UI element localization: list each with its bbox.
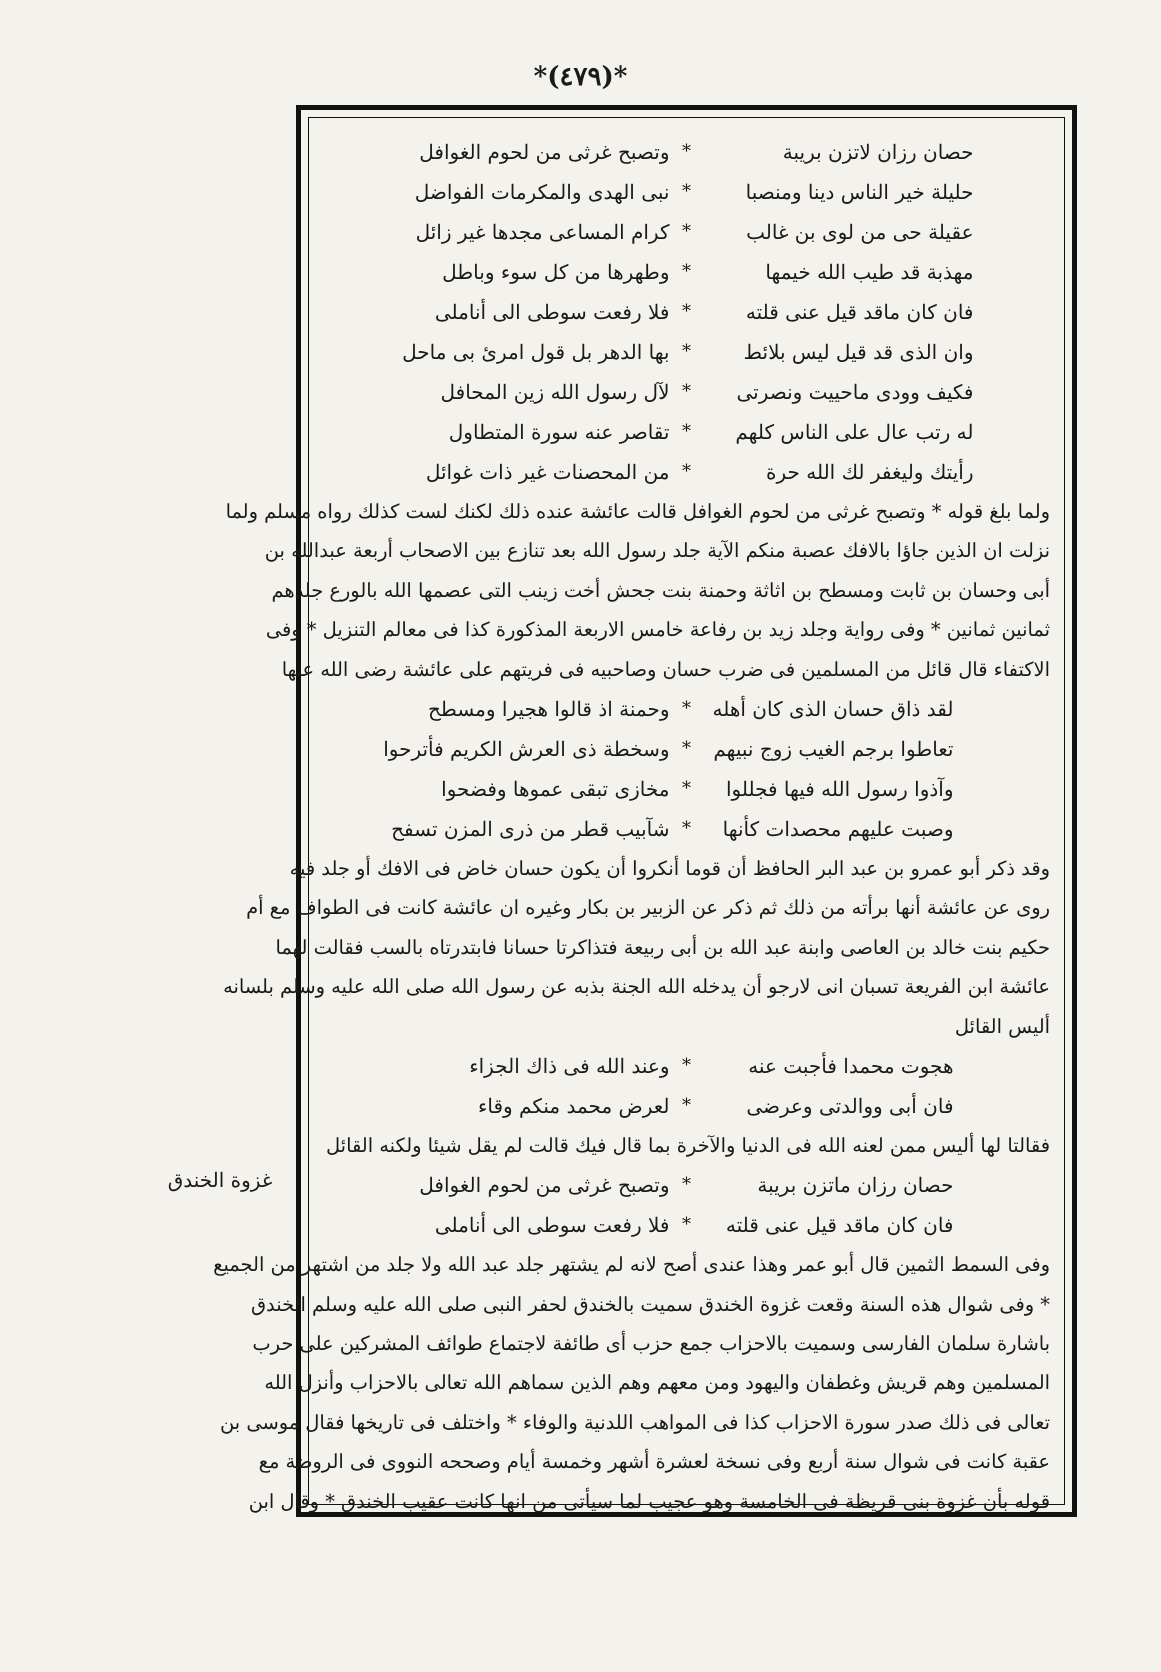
hemistich-first: حصان رزان ماتزن بريبة bbox=[757, 1173, 954, 1198]
star-separator: * bbox=[682, 261, 691, 282]
hemistich-first: فكيف وودى ماحييت ونصرتى bbox=[736, 380, 974, 404]
verse-line bbox=[323, 412, 1050, 452]
star-separator: * bbox=[682, 697, 691, 719]
poem-block-3 bbox=[323, 1046, 1050, 1126]
hemistich-first: له رتب عال على الناس كلهم bbox=[735, 420, 974, 444]
hemistich-first: وان الذى قد قيل ليس بلائط bbox=[743, 340, 974, 364]
hemistich-first: فان كان ماقد قيل عنى قلته bbox=[745, 300, 974, 324]
verse-line bbox=[323, 769, 1050, 809]
hemistich-first: وصبت عليهم محصدات كأنها bbox=[722, 816, 954, 841]
prose-line: وقد ذكر أبو عمرو بن عبد البر الحافظ أن قوما أنكروا أن يكون حسان خاض فى الافك أو جلد فيه bbox=[289, 856, 1050, 880]
star-separator: * bbox=[682, 737, 691, 759]
hemistich-second: شآبيب قطر من ذرى المزن تسفح bbox=[391, 816, 670, 841]
star-separator: * bbox=[682, 301, 691, 322]
prose-block-2 bbox=[223, 849, 1050, 1046]
prose-line: أليس القائل bbox=[954, 1014, 1050, 1038]
prose-line: المسلمين وهم قريش وغطفان واليهود ومن معهم وهم الذين سماهم الله تعالى بالاحزاب وأنزل الله bbox=[264, 1371, 1050, 1395]
hemistich-first: حليلة خير الناس دينا ومنصبا bbox=[745, 180, 974, 204]
star-separator: * bbox=[682, 381, 691, 402]
hemistich-first: فان كان ماقد قيل عنى قلته bbox=[725, 1213, 954, 1238]
poem-block-1 bbox=[323, 132, 1050, 492]
hemistich-first: مهذبة قد طيب الله خيمها bbox=[765, 260, 974, 284]
star-separator: * bbox=[682, 777, 691, 799]
hemistich-second: وحمنة اذ قالوا هجيرا ومسطح bbox=[428, 696, 670, 721]
star-separator: * bbox=[682, 181, 691, 202]
hemistich-second: فلا رفعت سوطى الى أناملى bbox=[434, 1213, 670, 1238]
hemistich-second: وسخطة ذى العرش الكريم فأترحوا bbox=[383, 736, 670, 761]
star-separator: * bbox=[682, 341, 691, 362]
verse-line bbox=[323, 332, 1050, 372]
hemistich-first: عقيلة حى من لوى بن غالب bbox=[746, 220, 974, 244]
prose-line: حكيم بنت خالد بن العاصى وابنة عبد الله بن أبى ربيعة فتذاكرتا حسانا فابتدرتاه بالسب فقالت لهما bbox=[275, 935, 1050, 959]
hemistich-second: لآل رسول الله زين المحافل bbox=[440, 380, 670, 404]
hemistich-second: لعرض محمد منكم وقاء bbox=[477, 1093, 670, 1118]
hemistich-first: حصان رزان لاتزن بريبة bbox=[782, 140, 974, 164]
prose-block-3 bbox=[323, 1126, 1050, 1165]
star-separator: * bbox=[682, 141, 691, 162]
verse-line bbox=[323, 1205, 1050, 1245]
page-frame bbox=[213, 105, 1077, 1517]
star-separator: * bbox=[682, 1094, 691, 1116]
star-separator: * bbox=[682, 461, 691, 482]
hemistich-first: هجوت محمدا فأجبت عنه bbox=[748, 1053, 954, 1078]
poem-block-4 bbox=[323, 1165, 1050, 1245]
prose-line: أبى وحسان بن ثابت ومسطح بن اثاثة وحمنة بنت جحش أخت زينب التى عصمها الله بالورع جلدهم bbox=[271, 578, 1050, 602]
verse-line bbox=[323, 1086, 1050, 1126]
star-separator: * bbox=[682, 1214, 691, 1236]
prose-line: تعالى فى ذلك صدر سورة الاحزاب كذا فى المواهب اللدنية والوفاء * واختلف فى تاريخها فقال موسى بن bbox=[220, 1410, 1050, 1434]
hemistich-first: لقد ذاق حسان الذى كان أهله bbox=[712, 696, 954, 721]
hemistich-second: فلا رفعت سوطى الى أناملى bbox=[434, 300, 670, 324]
verse-line bbox=[323, 132, 1050, 172]
hemistich-first: وآذوا رسول الله فيها فجللوا bbox=[725, 776, 954, 801]
hemistich-second: وتصبح غرثى من لحوم الغوافل bbox=[419, 140, 670, 164]
prose-line: قوله بأن غزوة بنى قريظة فى الخامسة وهو عجيب لما سيأتى من انها كانت عقيب الخندق * وقال ابن bbox=[248, 1489, 1050, 1513]
prose-line: ولما بلغ قوله * وتصبح غرثى من لحوم الغوافل قالت عائشة عنده ذلك لكنك لست كذلك رواه مسلم ولما bbox=[225, 500, 1050, 523]
prose-line: ثمانين ثمانين * وفى رواية وجلد زيد بن رفاعة خامس الاربعة المذكورة كذا فى معالم التنزيل * وفى bbox=[265, 618, 1050, 642]
verse-line bbox=[323, 689, 1050, 729]
star-separator: * bbox=[682, 421, 691, 442]
star-separator: * bbox=[682, 221, 691, 242]
verse-line bbox=[323, 172, 1050, 212]
hemistich-second: وطهرها من كل سوء وباطل bbox=[442, 260, 670, 284]
hemistich-first: فان أبى ووالدتى وعرضى bbox=[746, 1093, 954, 1118]
verse-line bbox=[323, 1046, 1050, 1086]
verse-line bbox=[323, 212, 1050, 252]
prose-line: روى عن عائشة أنها برأته من ذلك ثم ذكر عن الزبير بن بكار وغيره ان عائشة كانت فى الطواف مع أم bbox=[246, 896, 1050, 920]
verse-line bbox=[323, 1165, 1050, 1205]
star-separator: * bbox=[682, 1174, 691, 1196]
verse-line bbox=[323, 452, 1050, 492]
prose-line: الاكتفاء قال قائل من المسلمين فى ضرب حسان وصاحبيه فى فريتهم على عائشة رضى الله عنها bbox=[281, 657, 1050, 681]
hemistich-second: وعند الله فى ذاك الجزاء bbox=[469, 1053, 670, 1078]
hemistich-first: تعاطوا برجم الغيب زوج نبيهم bbox=[713, 736, 954, 761]
prose-line: عائشة ابن الفريعة تسبان انى لارجو أن يدخله الله الجنة بذبه عن رسول الله صلى الله عليه وسلم بلسانه bbox=[223, 975, 1050, 999]
verse-line bbox=[323, 729, 1050, 769]
hemistich-second: مخازى تبقى عموها وفضحوا bbox=[441, 776, 670, 801]
hemistich-second: كرام المساعى مجدها غير زائل bbox=[415, 220, 670, 244]
text-block bbox=[213, 117, 1065, 1513]
prose-line: عقبة كانت فى شوال سنة أربع وفى نسخة لعشرة أشهر وخمسة أيام وصححه النووى فى الروضة مع bbox=[258, 1450, 1050, 1474]
margin-note: غزوة الخندق bbox=[167, 1168, 273, 1192]
prose-block-4 bbox=[213, 1245, 1050, 1521]
hemistich-second: نبى الهدى والمكرمات الفواضل bbox=[414, 180, 670, 204]
verse-line bbox=[323, 252, 1050, 292]
poem-block-2 bbox=[323, 689, 1050, 849]
prose-line: باشارة سلمان الفارسى وسميت بالاحزاب جمع حزب أى طائفة لاجتماع طوائف المشركين على حرب bbox=[252, 1332, 1050, 1356]
star-separator: * bbox=[682, 817, 691, 839]
prose-block-1 bbox=[225, 492, 1050, 689]
prose-line: * وفى شوال هذه السنة وقعت غزوة الخندق سميت بالخندق لحفر النبى صلى الله عليه وسلم الخندق bbox=[251, 1292, 1050, 1316]
hemistich-second: من المحصنات غير ذات غوائل bbox=[425, 460, 670, 484]
prose-line: وفى السمط الثمين قال أبو عمر وهذا عندى أصح لانه لم يشتهر جلد عبد الله ولا جلد من اشتهر من الجميع bbox=[213, 1253, 1050, 1277]
prose-line: نزلت ان الذين جاؤا بالافك عصبة منكم الآية جلد رسول الله بعد تنازع بين الاصحاب أربعة عبدالله بن bbox=[264, 539, 1050, 563]
star-separator: * bbox=[682, 1054, 691, 1076]
prose-line: فقالتا لها أليس ممن لعنه الله فى الدنيا والآخرة بما قال فيك قالت لم يقل شيئا ولكنه القائل bbox=[325, 1133, 1050, 1157]
hemistich-first: رأيتك وليغفر لك الله حرة bbox=[765, 460, 974, 484]
verse-line bbox=[323, 372, 1050, 412]
verse-line bbox=[323, 292, 1050, 332]
hemistich-second: وتصبح غرثى من لحوم الغوافل bbox=[419, 1173, 670, 1198]
verse-line bbox=[323, 809, 1050, 849]
hemistich-second: بها الدهر بل قول امرئ بى ماحل bbox=[402, 340, 670, 364]
hemistich-second: تقاصر عنه سورة المتطاول bbox=[448, 420, 670, 444]
page-number: *(٤٧٩)* bbox=[533, 62, 628, 92]
